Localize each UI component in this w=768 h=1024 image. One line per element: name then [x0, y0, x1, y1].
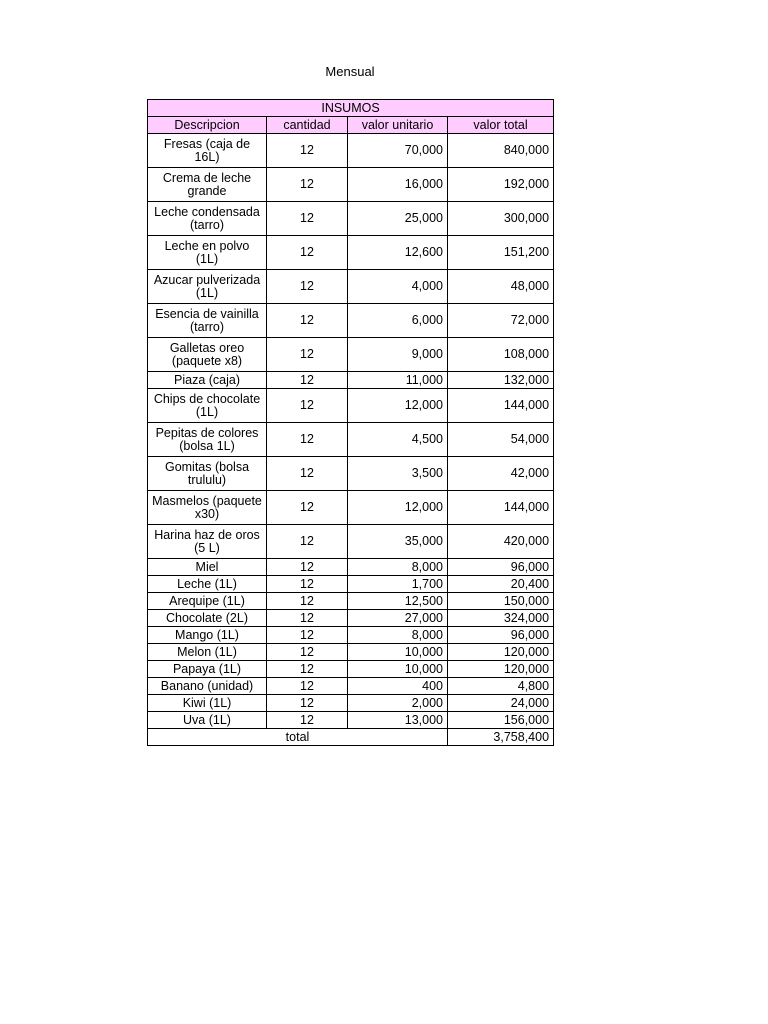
cell-valor-unitario: 8,000	[348, 627, 448, 644]
cell-valor-total: 420,000	[448, 525, 554, 559]
cell-cantidad: 12	[267, 338, 348, 372]
column-header-cantidad: cantidad	[267, 117, 348, 134]
cell-valor-total: 144,000	[448, 491, 554, 525]
page-title: Mensual	[325, 64, 375, 79]
cell-descripcion: Leche (1L)	[148, 576, 267, 593]
cell-cantidad: 12	[267, 525, 348, 559]
cell-valor-unitario: 1,700	[348, 576, 448, 593]
cell-valor-unitario: 16,000	[348, 168, 448, 202]
cell-valor-total: 151,200	[448, 236, 554, 270]
cell-descripcion: Arequipe (1L)	[148, 593, 267, 610]
table-row	[148, 712, 554, 729]
cell-valor-total: 156,000	[448, 712, 554, 729]
cell-valor-unitario: 12,000	[348, 389, 448, 423]
table-row	[148, 695, 554, 712]
cell-valor-unitario: 12,500	[348, 593, 448, 610]
cell-valor-total: 300,000	[448, 202, 554, 236]
cell-valor-total: 20,400	[448, 576, 554, 593]
cell-cantidad: 12	[267, 236, 348, 270]
column-header-valor-unitario: valor unitario	[348, 117, 448, 134]
cell-valor-unitario: 70,000	[348, 134, 448, 168]
cell-valor-unitario: 3,500	[348, 457, 448, 491]
cell-descripcion: Esencia de vainilla (tarro)	[148, 304, 267, 338]
table-row	[148, 338, 554, 372]
table-row	[148, 202, 554, 236]
table-row	[148, 491, 554, 525]
cell-valor-total: 108,000	[448, 338, 554, 372]
cell-valor-total: 48,000	[448, 270, 554, 304]
section-label: INSUMOS	[148, 100, 554, 117]
cell-cantidad: 12	[267, 372, 348, 389]
cell-descripcion: Banano (unidad)	[148, 678, 267, 695]
cell-cantidad: 12	[267, 644, 348, 661]
cell-descripcion: Chocolate (2L)	[148, 610, 267, 627]
table-row	[148, 372, 554, 389]
cell-valor-unitario: 25,000	[348, 202, 448, 236]
cell-cantidad: 12	[267, 559, 348, 576]
table-row	[148, 559, 554, 576]
cell-descripcion: Masmelos (paquete x30)	[148, 491, 267, 525]
cell-cantidad: 12	[267, 389, 348, 423]
cell-valor-unitario: 27,000	[348, 610, 448, 627]
cell-valor-total: 72,000	[448, 304, 554, 338]
table-row	[148, 304, 554, 338]
cell-valor-unitario: 12,000	[348, 491, 448, 525]
cell-valor-unitario: 400	[348, 678, 448, 695]
cell-cantidad: 12	[267, 576, 348, 593]
cell-descripcion: Miel	[148, 559, 267, 576]
cell-valor-unitario: 9,000	[348, 338, 448, 372]
section-header-row	[148, 100, 554, 117]
cell-descripcion: Kiwi (1L)	[148, 695, 267, 712]
cell-cantidad: 12	[267, 712, 348, 729]
cell-descripcion: Fresas (caja de 16L)	[148, 134, 267, 168]
cell-descripcion: Papaya (1L)	[148, 661, 267, 678]
total-value: 3,758,400	[448, 729, 554, 746]
cell-valor-unitario: 12,600	[348, 236, 448, 270]
cell-valor-total: 144,000	[448, 389, 554, 423]
table-row	[148, 610, 554, 627]
cell-cantidad: 12	[267, 610, 348, 627]
table-row	[148, 525, 554, 559]
cell-descripcion: Pepitas de colores (bolsa 1L)	[148, 423, 267, 457]
cell-descripcion: Gomitas (bolsa trululu)	[148, 457, 267, 491]
cell-cantidad: 12	[267, 304, 348, 338]
cell-valor-total: 96,000	[448, 559, 554, 576]
column-header-descripcion: Descripcion	[148, 117, 267, 134]
cell-descripcion: Chips de chocolate (1L)	[148, 389, 267, 423]
table-row	[148, 270, 554, 304]
cell-valor-total: 132,000	[448, 372, 554, 389]
cell-valor-unitario: 4,500	[348, 423, 448, 457]
cell-valor-total: 96,000	[448, 627, 554, 644]
cell-valor-unitario: 35,000	[348, 525, 448, 559]
cell-valor-unitario: 2,000	[348, 695, 448, 712]
cell-valor-unitario: 4,000	[348, 270, 448, 304]
cell-valor-total: 24,000	[448, 695, 554, 712]
table-row	[148, 678, 554, 695]
cell-valor-unitario: 11,000	[348, 372, 448, 389]
cell-cantidad: 12	[267, 491, 348, 525]
cell-cantidad: 12	[267, 678, 348, 695]
table-row	[148, 661, 554, 678]
cell-cantidad: 12	[267, 627, 348, 644]
cell-valor-unitario: 8,000	[348, 559, 448, 576]
cell-cantidad: 12	[267, 695, 348, 712]
cell-descripcion: Crema de leche grande	[148, 168, 267, 202]
cell-valor-total: 840,000	[448, 134, 554, 168]
cell-valor-total: 42,000	[448, 457, 554, 491]
table-row	[148, 389, 554, 423]
cell-cantidad: 12	[267, 134, 348, 168]
cell-valor-unitario: 10,000	[348, 644, 448, 661]
cell-cantidad: 12	[267, 593, 348, 610]
insumos-table	[147, 99, 554, 746]
cell-descripcion: Harina haz de oros (5 L)	[148, 525, 267, 559]
table-row	[148, 168, 554, 202]
cell-cantidad: 12	[267, 457, 348, 491]
cell-descripcion: Mango (1L)	[148, 627, 267, 644]
cell-valor-total: 4,800	[448, 678, 554, 695]
cell-cantidad: 12	[267, 270, 348, 304]
cell-valor-unitario: 6,000	[348, 304, 448, 338]
cell-cantidad: 12	[267, 168, 348, 202]
cell-cantidad: 12	[267, 423, 348, 457]
cell-cantidad: 12	[267, 661, 348, 678]
cell-descripcion: Leche en polvo (1L)	[148, 236, 267, 270]
column-header-row	[148, 117, 554, 134]
cell-valor-total: 324,000	[448, 610, 554, 627]
cell-descripcion: Leche condensada (tarro)	[148, 202, 267, 236]
cell-valor-total: 192,000	[448, 168, 554, 202]
cell-cantidad: 12	[267, 202, 348, 236]
cell-valor-unitario: 10,000	[348, 661, 448, 678]
total-label: total	[148, 729, 448, 746]
cell-valor-total: 120,000	[448, 644, 554, 661]
table-row	[148, 593, 554, 610]
table-row	[148, 457, 554, 491]
total-row	[148, 729, 554, 746]
cell-valor-total: 54,000	[448, 423, 554, 457]
cell-valor-unitario: 13,000	[348, 712, 448, 729]
cell-descripcion: Galletas oreo (paquete x8)	[148, 338, 267, 372]
cell-descripcion: Azucar pulverizada (1L)	[148, 270, 267, 304]
column-header-valor-total: valor total	[448, 117, 554, 134]
table-row	[148, 423, 554, 457]
cell-descripcion: Melon (1L)	[148, 644, 267, 661]
table-row	[148, 134, 554, 168]
table-row	[148, 627, 554, 644]
table-row	[148, 644, 554, 661]
cell-valor-total: 120,000	[448, 661, 554, 678]
table-row	[148, 236, 554, 270]
cell-valor-total: 150,000	[448, 593, 554, 610]
cell-descripcion: Uva (1L)	[148, 712, 267, 729]
cell-descripcion: Piaza (caja)	[148, 372, 267, 389]
table-row	[148, 576, 554, 593]
